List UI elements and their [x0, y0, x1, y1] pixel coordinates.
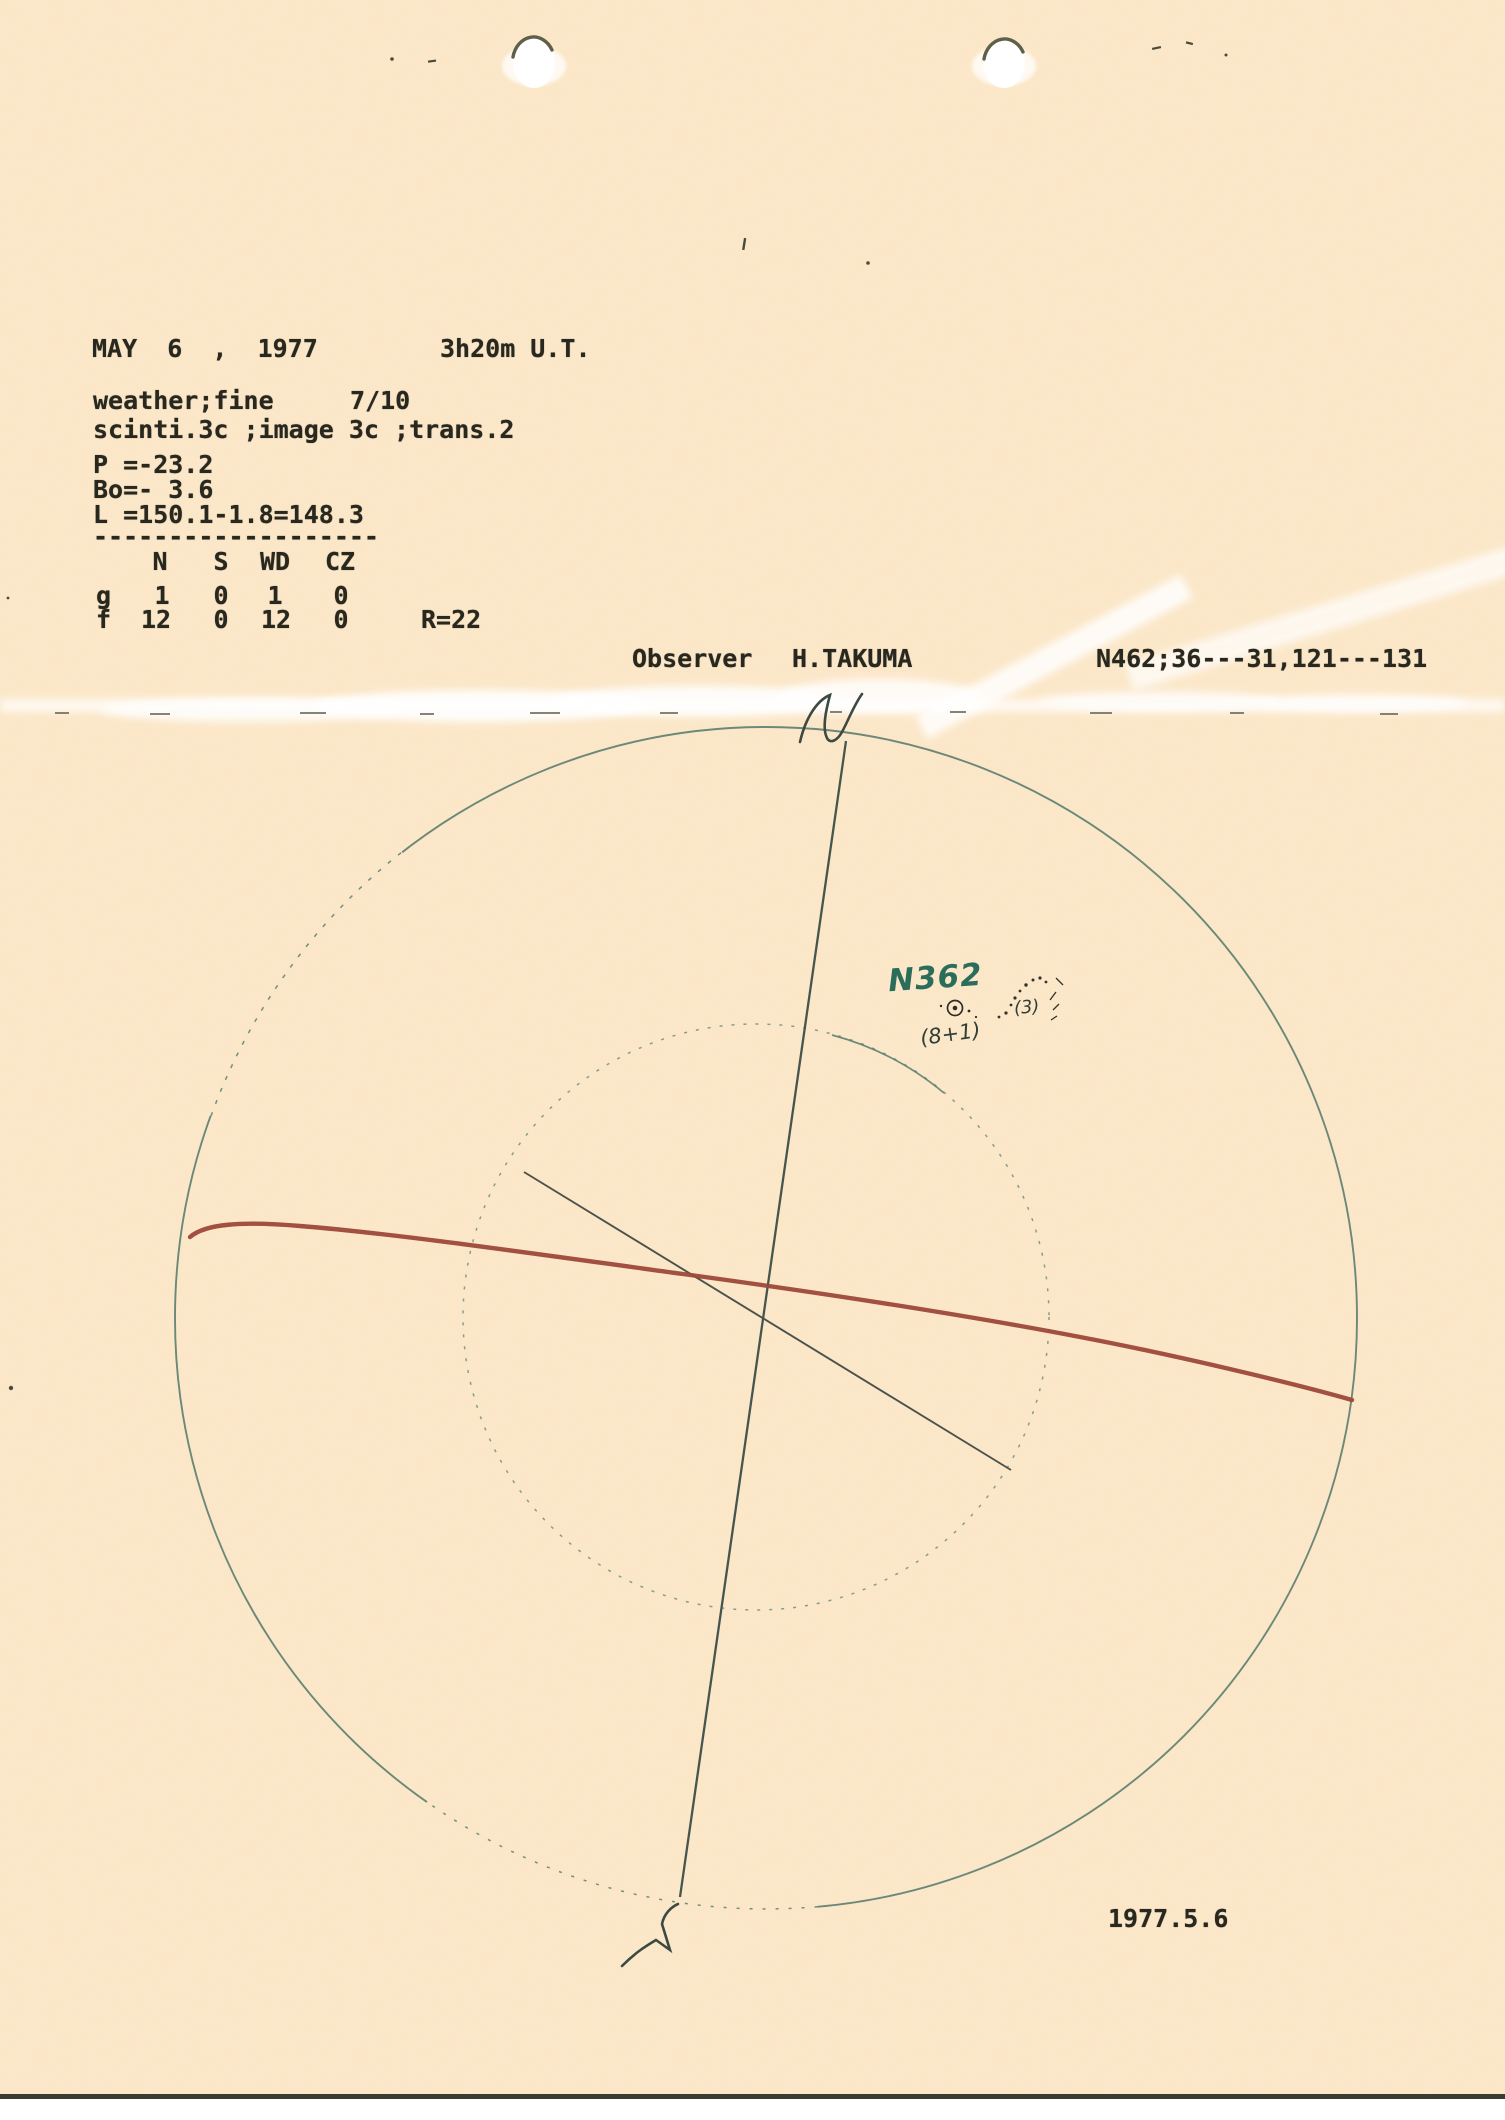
table-cell: 0	[213, 581, 229, 610]
catalog-reference: N462;36---31,121---131	[1096, 644, 1428, 673]
table-cell: 0	[333, 581, 349, 610]
col-header-n: N	[152, 547, 168, 576]
table-cell: 1	[154, 581, 170, 610]
weather-line: weather;fine	[93, 386, 274, 415]
row-label-f: f	[96, 605, 112, 634]
table-cell: 1	[267, 581, 283, 610]
time-ut: 3h20m U.T.	[440, 334, 591, 363]
table-cell: 12	[140, 605, 172, 634]
date-line: MAY 6 , 1977	[92, 334, 318, 363]
conditions-line: scinti.3c ;image 3c ;trans.2	[93, 415, 515, 444]
cloud-fraction: 7/10	[350, 386, 411, 415]
date-stamp: 1977.5.6	[1108, 1904, 1229, 1933]
col-header-s: S	[213, 547, 229, 576]
table-cell: 12	[260, 605, 292, 634]
col-header-cz: CZ	[324, 547, 356, 576]
l-value: L =150.1-1.8=148.3	[93, 500, 364, 529]
divider-dashes: -------------------	[93, 522, 379, 551]
sunspot-cluster-count: (3)	[1013, 995, 1041, 1020]
col-header-wd: WD	[259, 547, 291, 576]
observer-name: H.TAKUMA	[792, 644, 913, 673]
observer-label: Observer	[632, 644, 753, 673]
p-angle-value: P =-23.2	[93, 450, 214, 479]
table-cell: 0	[213, 605, 229, 634]
sunspot-group-count: (8+1)	[918, 1017, 983, 1051]
bo-value: Bo=- 3.6	[93, 475, 214, 504]
paper-bottom-edge	[0, 2094, 1505, 2099]
sunspot-group-label: N362	[886, 956, 984, 1000]
table-cell: 0	[333, 605, 349, 634]
row-label-g: g	[96, 581, 112, 610]
relative-sunspot-number: R=22	[421, 605, 482, 634]
